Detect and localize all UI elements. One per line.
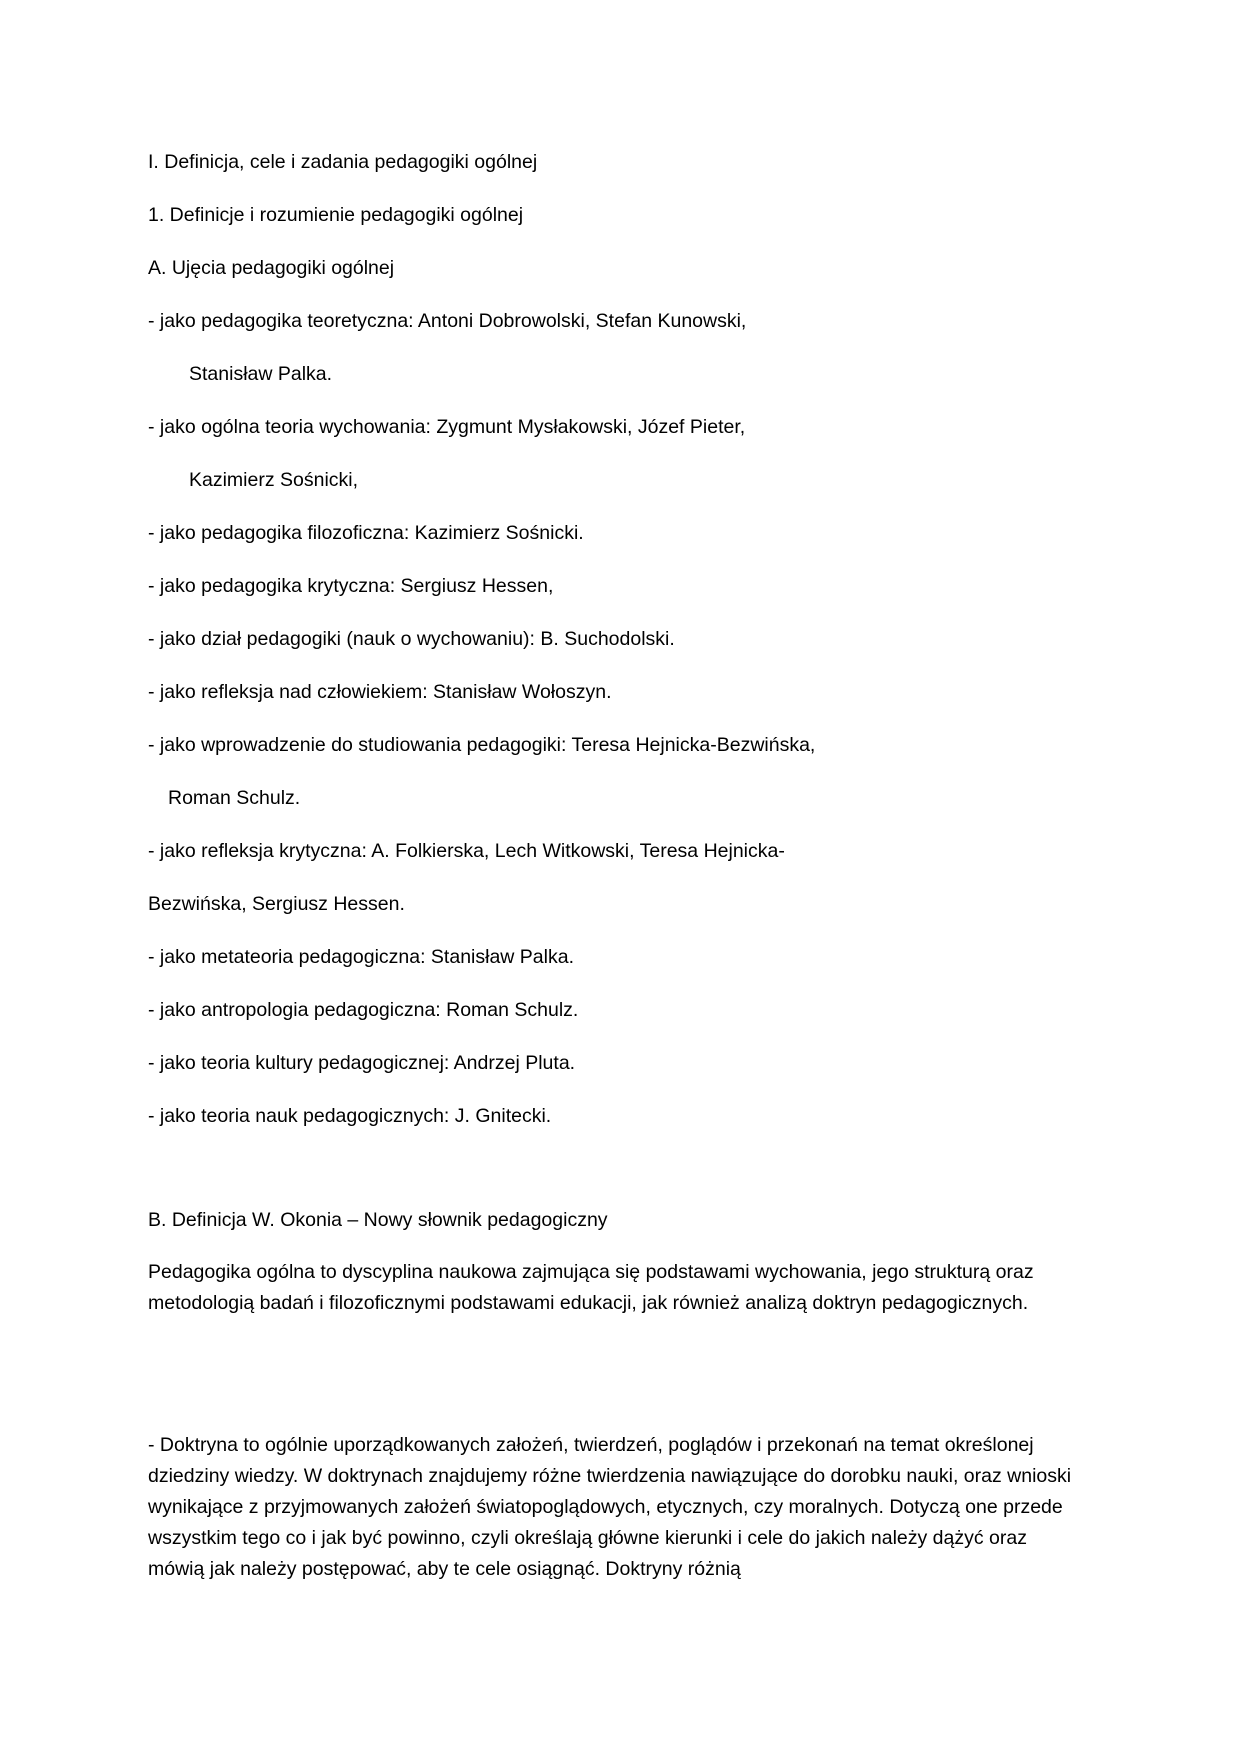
- definition-paragraph: Pedagogika ogólna to dyscyplina naukowa zajmująca się podstawami wychowania, jego strukturą oraz metodologią badań i filozoficznymi podstawami edukacji, jak również analizą doktryn pedagogicznych.: [148, 1261, 1034, 1314]
- section-b-title: B. Definicja W. Okonia – Nowy słownik pedagogiczny: [148, 1209, 608, 1231]
- approach-line-continuation: Stanisław Palka.: [189, 363, 333, 385]
- approach-line: - jako refleksja nad człowiekiem: Stanisław Wołoszyn.: [148, 681, 612, 703]
- approach-line: - jako antropologia pedagogiczna: Roman Schulz.: [148, 999, 579, 1021]
- section-a-title: A. Ujęcia pedagogiki ogólnej: [148, 257, 395, 279]
- approach-line-continuation: Bezwińska, Sergiusz Hessen.: [148, 893, 405, 915]
- approach-line: - jako pedagogika krytyczna: Sergiusz Hessen,: [148, 575, 554, 597]
- approach-line: - jako dział pedagogiki (nauk o wychowaniu): B. Suchodolski.: [148, 628, 675, 650]
- approach-line: - jako metateoria pedagogiczna: Stanisław Palka.: [148, 946, 574, 968]
- approach-line: - jako wprowadzenie do studiowania pedagogiki: Teresa Hejnicka-Bezwińska,: [148, 734, 816, 756]
- doctrine-paragraph: - Doktryna to ogólnie uporządkowanych założeń, twierdzeń, poglądów i przekonań na temat określonej dziedziny wiedzy. W doktrynach znajdujemy różne twierdzenia nawiązujące do dorobku nauki, oraz wnioski wynikające z przyjmowanych założeń światopoglądowych, etycznych, czy moralnych. Dotyczą one przede wszystkim tego co i jak być powinno, czyli określają główne kierunki i cele do jakich należy dążyć oraz mówią jak należy postępować, aby te cele osiągnąć. Doktryny różnią: [148, 1434, 1072, 1580]
- approach-line: - jako refleksja krytyczna: A. Folkierska, Lech Witkowski, Teresa Hejnicka-: [148, 840, 785, 862]
- approach-line: - jako ogólna teoria wychowania: Zygmunt Mysłakowski, Józef Pieter,: [148, 416, 746, 438]
- approach-line: - jako teoria nauk pedagogicznych: J. Gnitecki.: [148, 1105, 552, 1127]
- approach-line: - jako pedagogika teoretyczna: Antoni Dobrowolski, Stefan Kunowski,: [148, 310, 747, 332]
- approach-line-continuation: Roman Schulz.: [168, 787, 301, 809]
- approach-line: - jako teoria kultury pedagogicznej: Andrzej Pluta.: [148, 1052, 576, 1074]
- sub-heading: 1. Definicje i rozumienie pedagogiki ogólnej: [148, 204, 524, 226]
- approach-line-continuation: Kazimierz Sośnicki,: [189, 469, 359, 491]
- approach-line: - jako pedagogika filozoficzna: Kazimierz Sośnicki.: [148, 522, 584, 544]
- main-heading: I. Definicja, cele i zadania pedagogiki ogólnej: [148, 151, 538, 173]
